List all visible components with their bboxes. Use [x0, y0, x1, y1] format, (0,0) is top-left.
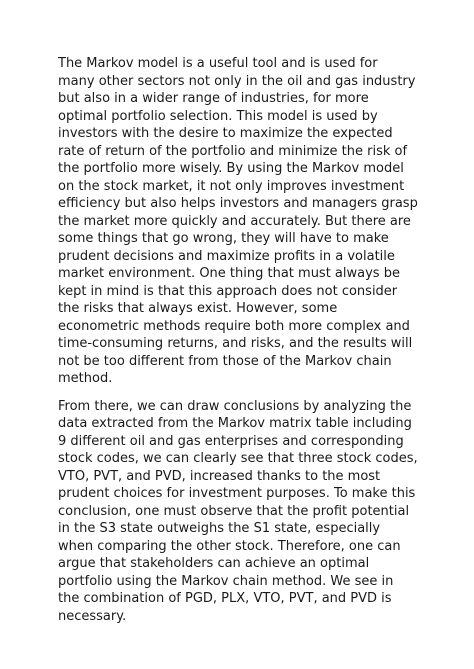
- document-body: [58, 55, 418, 625]
- paragraph-1: The Markov model is a useful tool and is used for many other sectors not only in the oil and gas industry but also in a wider range of industries, for more optimal portfolio selection. This model is used by investors with the desire to maximize the expected rate of return of the portfolio and minimize the risk of the portfolio more wisely. By using the Markov model on the stock market, it not only improves investment efficiency but also helps investors and managers grasp the market more quickly and accurately. But there are some things that go wrong, they will have to make prudent decisions and maximize profits in a volatile market environment. One thing that must always be kept in mind is that this approach does not consider the risks that always exist. However, some econometric methods require both more complex and time-consuming returns, and risks, and the results will not be too different from those of the Markov chain method.: [58, 56, 418, 386]
- paragraph-2: From there, we can draw conclusions by analyzing the data extracted from the Markov matrix table including 9 different oil and gas enterprises and corresponding stock codes, we can clearly see that three stock codes, VTO, PVT, and PVD, increased thanks to the most prudent choices for investment purposes. To make this conclusion, one must observe that the profit potential in the S3 state outweighs the S1 state, especially when comparing the other stock. Therefore, one can argue that stakeholders can achieve an optimal portfolio using the Markov chain method. We see in the combination of PGD, PLX, VTO, PVT, and PVD is necessary.: [58, 398, 418, 624]
